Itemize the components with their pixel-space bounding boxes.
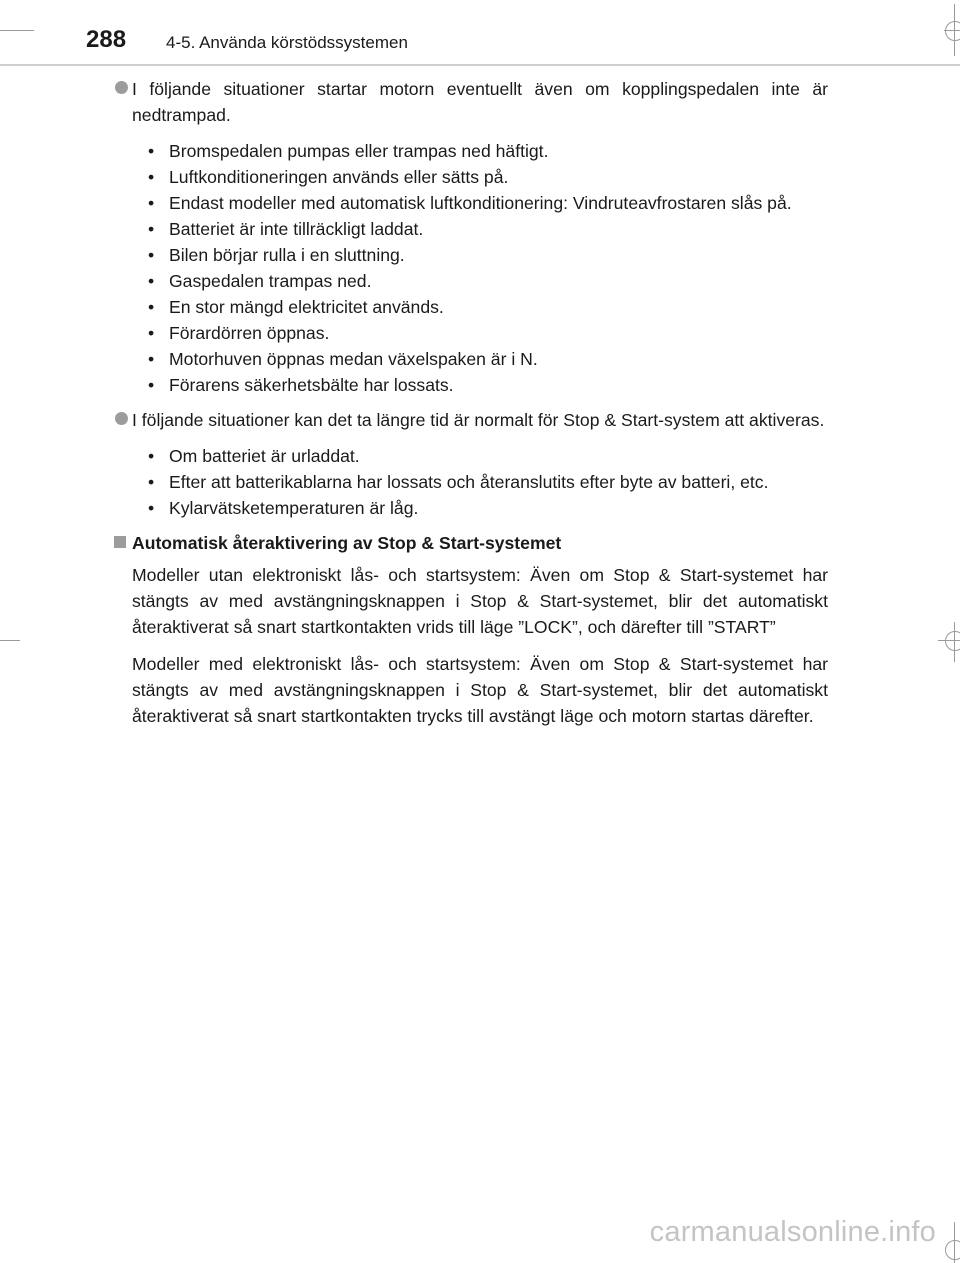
paragraph-text: I följande situationer kan det ta längre tid är normalt för Stop & Start-system att aktiveras.	[132, 410, 825, 430]
bullet-paragraph-1	[112, 76, 828, 128]
registration-mark-top-right-icon	[945, 21, 960, 41]
list-item: • Förardörren öppnas.	[148, 323, 330, 343]
section-heading: Automatisk återaktivering av Stop & Start-systemet	[112, 530, 828, 556]
page-number: 288	[86, 26, 127, 53]
paragraph: Modeller utan elektroniskt lås- och startsystem: Även om Stop & Start-systemet har stängts av med avstängningsknappen i Stop & Start-systemet, blir det automatiskt återaktiverat så snart startkontakten vrids till läge ”LOCK”, och därefter till ”START”	[132, 565, 828, 637]
circle-bullet-icon	[115, 412, 128, 425]
paragraph-text: I följande situationer startar motorn eventuellt även om kopplingspedalen inte är nedtrampad.	[132, 79, 828, 125]
bullet-paragraph-2	[112, 407, 828, 433]
registration-mark-bottom-right-icon	[945, 1240, 960, 1260]
sub-list-2	[112, 443, 828, 521]
list-item: • Motorhuven öppnas medan växelspaken är i N.	[148, 349, 538, 369]
list-item: • Bromspedalen pumpas eller trampas ned häftigt.	[148, 141, 549, 161]
crop-mark-top-left	[0, 30, 34, 31]
watermark: carmanualsonline.info	[649, 1216, 936, 1248]
list-item: • Luftkonditioneringen används eller sätts på.	[148, 167, 509, 187]
list-item: • Batteriet är inte tillräckligt laddat.	[148, 219, 424, 239]
list-item: • Om batteriet är urladdat.	[148, 446, 360, 466]
section-title: 4-5. Använda körstödssystemen	[166, 33, 408, 52]
list-item: • Kylarvätsketemperaturen är låg.	[148, 498, 419, 518]
crop-mark-right-vertical	[954, 4, 955, 56]
crop-mark-mid-right	[938, 640, 960, 641]
list-item: • Gaspedalen trampas ned.	[148, 271, 372, 291]
crop-mark-mid-right-vertical	[954, 622, 955, 662]
registration-mark-mid-right-icon	[945, 631, 960, 651]
crop-mark-mid-left	[0, 640, 20, 641]
list-item: • En stor mängd elektricitet används.	[148, 297, 444, 317]
sub-list-1	[112, 138, 828, 398]
list-item: • Förarens säkerhetsbälte har lossats.	[148, 375, 454, 395]
paragraph: Modeller med elektroniskt lås- och startsystem: Även om Stop & Start-systemet har stängts av med avstängningsknappen i Stop & Start-systemet, blir det automatiskt återaktiverat så snart startkontakten trycks till avstängt läge och motorn startas därefter.	[132, 654, 828, 726]
square-bullet-icon	[114, 536, 126, 548]
header-rule	[0, 64, 960, 66]
crop-mark-bottom-right-vertical	[954, 1222, 955, 1263]
page-content	[112, 76, 828, 740]
list-item: • Endast modeller med automatisk luftkonditionering: Vindruteavfrostaren slås på.	[148, 193, 792, 213]
list-item: • Bilen börjar rulla i en sluttning.	[148, 245, 405, 265]
circle-bullet-icon	[115, 81, 128, 94]
list-item: • Efter att batterikablarna har lossats och återanslutits efter byte av batteri, etc.	[148, 472, 769, 492]
